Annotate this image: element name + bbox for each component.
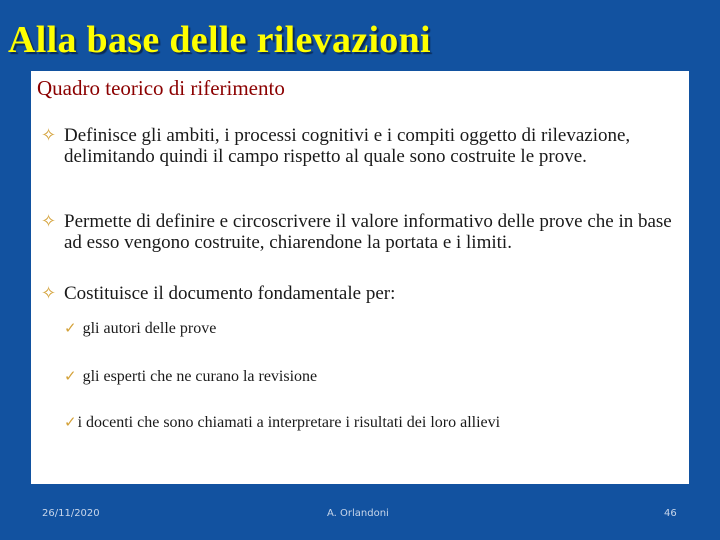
bullet-text: Definisce gli ambiti, i processi cognitivi e i compiti oggetto di rilevazione, delimitando quindi il campo rispetto al quale sono costruite le prove. [64, 125, 631, 167]
sub-item-text: gli esperti che ne curano la revisione [82, 368, 318, 385]
checkmark-icon: ✓ [64, 367, 77, 385]
sub-item [64, 319, 216, 338]
bullet-text: Costituisce il documento fondamentale per: [64, 283, 396, 304]
bullet-item [41, 211, 691, 253]
slide-title: Alla base delle rilevazioni [8, 19, 431, 61]
footer-date: 26/11/2020 [42, 508, 100, 519]
sub-item [64, 367, 317, 386]
sub-item-text: i docenti che sono chiamati a interpretare i risultati dei loro allievi [77, 414, 501, 431]
four-point-star-icon: ✧ [41, 283, 57, 304]
checkmark-icon: ✓ [64, 319, 77, 337]
bullet-item [41, 283, 661, 304]
footer-page-number: 46 [664, 508, 677, 519]
bullet-item [41, 125, 661, 167]
slide-subtitle: Quadro teorico di riferimento [37, 76, 285, 100]
footer-author: A. Orlandoni [327, 508, 389, 519]
four-point-star-icon: ✧ [41, 211, 57, 232]
four-point-star-icon: ✧ [41, 125, 57, 146]
sub-item-text: gli autori delle prove [82, 320, 217, 337]
sub-item [64, 413, 500, 432]
bullet-text: Permette di definire e circoscrivere il valore informativo delle prove che in base ad esso vengono costruite, chiarendone la portata e i limiti. [64, 211, 672, 253]
checkmark-icon: ✓ [64, 413, 77, 431]
content-panel [31, 71, 689, 484]
